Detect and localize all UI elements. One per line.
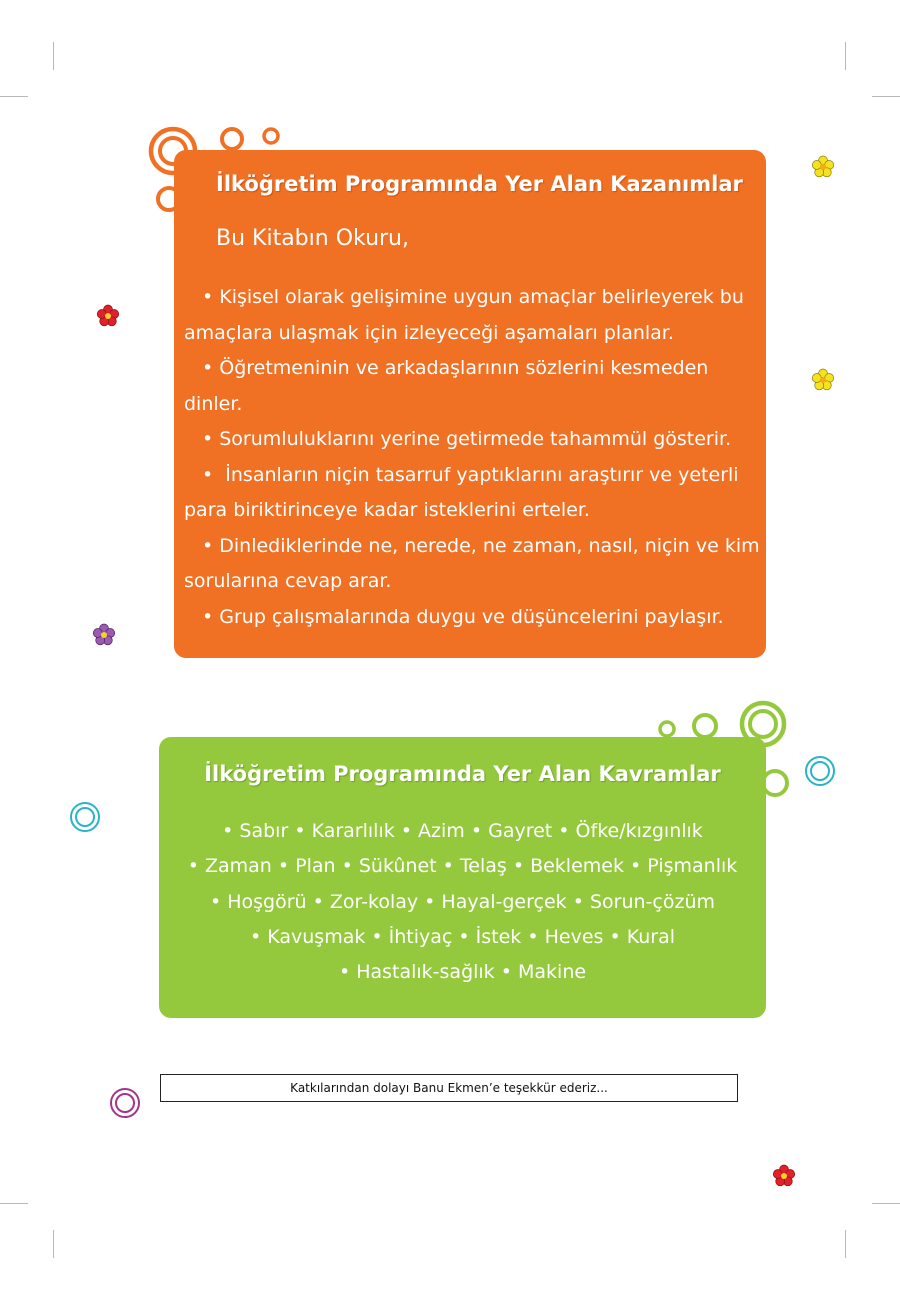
kavram-item: • Azim [401, 820, 465, 842]
kavram-item: • Öfke/kızgınlık [558, 820, 703, 842]
crop-mark [0, 96, 28, 97]
kavram-item: • Hoşgörü [210, 891, 307, 913]
kazanimlar-title: İlköğretim Programında Yer Alan Kazanımlar [216, 172, 743, 196]
crop-mark [0, 1203, 28, 1204]
kazanimlar-card [174, 150, 766, 658]
kavram-item: • Kararlılık [294, 820, 394, 842]
kazanim-item: • İnsanların niçin tasarruf yaptıklarını araştırır ve yeterli para biriktirinceye kadar isteklerini erteler. [184, 458, 762, 529]
kazanimlar-list [184, 280, 762, 635]
kavram-item: • Beklemek [513, 855, 624, 877]
kavram-item: • Sükûnet [342, 855, 437, 877]
kavramlar-title: İlköğretim Programında Yer Alan Kavramlar [204, 762, 721, 786]
purple-ring-icon [108, 1086, 142, 1120]
kazanimlar-greeting: Bu Kitabın Okuru, [216, 226, 409, 251]
credit-box [160, 1074, 738, 1102]
flower-icon [95, 303, 121, 329]
crop-mark [53, 1230, 54, 1258]
crop-mark [845, 42, 846, 70]
kavram-item: • Hayal-gerçek [424, 891, 567, 913]
kavramlar-list [169, 814, 756, 990]
kavram-item: • Zor-kolay [313, 891, 418, 913]
kavram-item: • Sabır [222, 820, 288, 842]
crop-mark [845, 1230, 846, 1258]
crop-mark [872, 96, 900, 97]
kavram-item: • Gayret [471, 820, 552, 842]
kavram-item: • Pişmanlık [630, 855, 737, 877]
kavram-item: • Hastalık-sağlık [339, 961, 495, 983]
kazanim-item: • Kişisel olarak gelişimine uygun amaçlar belirleyerek bu amaçlara ulaşmak için izleyeceği aşamaları planlar. [184, 280, 762, 351]
kazanim-item: • Dinlediklerinde ne, nerede, ne zaman, nasıl, niçin ve kim sorularına cevap arar. [184, 529, 762, 600]
kavram-item: • Sorun-çözüm [573, 891, 715, 913]
kavram-item: • Makine [501, 961, 586, 983]
kavram-item: • İstek [458, 926, 521, 948]
kavramlar-card [159, 737, 766, 1018]
cyan-ring-icon [803, 754, 837, 788]
flower-icon [810, 367, 836, 393]
kazanim-item: • Öğretmeninin ve arkadaşlarının sözlerini kesmeden dinler. [184, 351, 762, 422]
crop-mark [53, 42, 54, 70]
kavram-item: • Telaş [443, 855, 507, 877]
kazanim-item: • Grup çalışmalarında duygu ve düşüncelerini paylaşır. [184, 600, 762, 636]
cyan-ring-icon [68, 800, 102, 834]
flower-icon [771, 1163, 797, 1189]
credit-text: Katkılarından dolayı Banu Ekmen’e teşekkür ederiz... [290, 1081, 608, 1095]
kavram-item: • Kavuşmak [250, 926, 365, 948]
kavram-item: • Kural [609, 926, 675, 948]
flower-icon [91, 622, 117, 648]
kavram-item: • Plan [278, 855, 336, 877]
flower-icon [810, 154, 836, 180]
kazanim-item: • Sorumluluklarını yerine getirmede tahammül gösterir. [184, 422, 762, 458]
kavram-item: • Heves [527, 926, 603, 948]
kavram-item: • Zaman [188, 855, 272, 877]
crop-mark [872, 1203, 900, 1204]
kavram-item: • İhtiyaç [371, 926, 452, 948]
